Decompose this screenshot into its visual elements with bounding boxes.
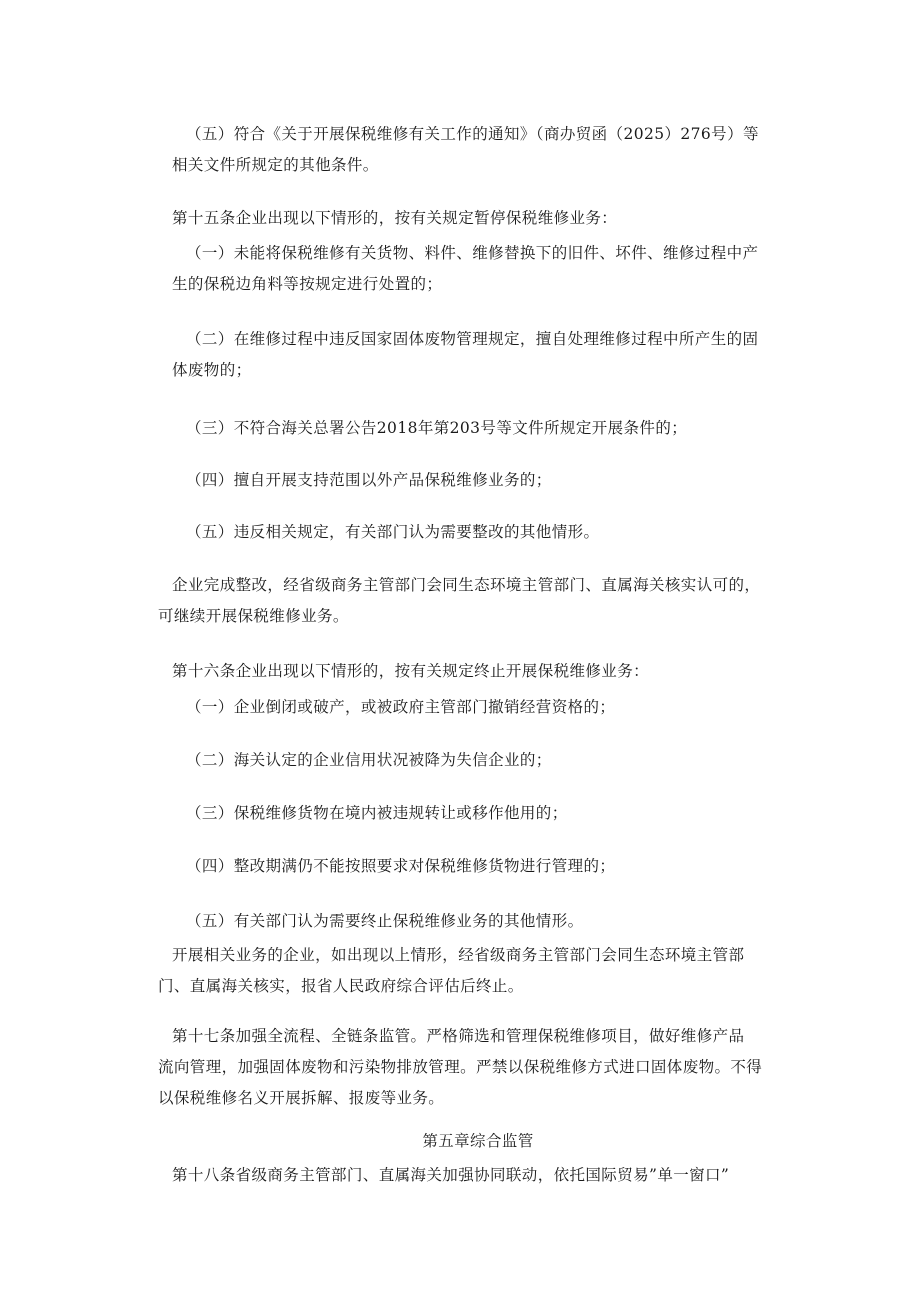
article-16-item-2 — [186, 745, 784, 776]
article-15-heading — [172, 203, 784, 234]
article-17 — [158, 1021, 784, 1114]
text-line: 第十五条企业出现以下情形的，按有关规定暂停保税维修业务： — [172, 209, 618, 227]
article-15-remediation — [158, 570, 784, 632]
text-line: 以保税维修名义开展拆解、报废等业务。 — [158, 1089, 445, 1107]
text-line: 可继续开展保税维修业务。 — [158, 607, 349, 625]
chapter-heading: 第五章综合监管 — [422, 1132, 534, 1150]
text-line: （三）不符合海关总署公告2018年第203号等文件所规定开展条件的； — [186, 419, 688, 437]
paragraph-condition-5 — [172, 119, 784, 181]
text-line: （三）保税维修货物在境内被违规转让或移作他用的； — [186, 804, 568, 822]
text-line: （四）擅自开展支持范围以外产品保税维修业务的； — [186, 471, 552, 489]
article-15-item-3 — [186, 413, 784, 444]
text-line: 开展相关业务的企业，如出现以上情形，经省级商务主管部门会同生态环境主管部 — [172, 946, 745, 964]
text-line: 门、直属海关核实，报省人民政府综合评估后终止。 — [158, 977, 524, 995]
article-15-item-2 — [172, 324, 784, 386]
text-line: （五）符合《关于开展保税维修有关工作的通知》（商办贸函（2025）276号）等 — [186, 125, 759, 143]
text-line: 企业完成整改，经省级商务主管部门会同生态环境主管部门、直属海关核实认可的， — [172, 576, 761, 594]
text-line: （五）有关部门认为需要终止保税维修业务的其他情形。 — [186, 912, 584, 930]
article-16-heading — [172, 656, 784, 687]
text-line: （五）违反相关规定，有关部门认为需要整改的其他情形。 — [186, 523, 600, 541]
article-16-item-3 — [186, 798, 784, 829]
text-line: 生的保税边角料等按规定进行处置的； — [172, 275, 443, 293]
text-line: （四）整改期满仍不能按照要求对保税维修货物进行管理的； — [186, 857, 616, 875]
article-15-item-1 — [172, 238, 784, 300]
article-16-termination — [158, 940, 784, 1002]
article-18 — [172, 1160, 784, 1191]
text-line: （二）海关认定的企业信用状况被降为失信企业的； — [186, 751, 552, 769]
text-line: 第十六条企业出现以下情形的，按有关规定终止开展保税维修业务： — [172, 662, 650, 680]
text-line: 第十八条省级商务主管部门、直属海关加强协同联动，依托国际贸易”单一窗口” — [172, 1166, 730, 1184]
article-15-item-4 — [186, 465, 784, 496]
text-line: 体废物的； — [172, 361, 252, 379]
text-line: 相关文件所规定的其他条件。 — [172, 156, 379, 174]
text-line: 流向管理，加强固体废物和污染物排放管理。严禁以保税维修方式进口固体废物。不得 — [158, 1058, 763, 1076]
article-16-item-5 — [186, 906, 784, 937]
text-line: （一）企业倒闭或破产，或被政府主管部门撤销经营资格的； — [186, 698, 616, 716]
text-line: 第十七条加强全流程、全链条监管。严格筛选和管理保税维修项目，做好维修产品 — [172, 1027, 745, 1045]
text-line: （二）在维修过程中违反国家固体废物管理规定，擅自处理维修过程中所产生的固 — [186, 330, 759, 348]
text-line: （一）未能将保税维修有关货物、料件、维修替换下的旧件、坏件、维修过程中产 — [186, 244, 759, 262]
article-15-item-5 — [186, 517, 784, 548]
article-16-item-1 — [186, 692, 784, 723]
article-16-item-4 — [186, 851, 784, 882]
